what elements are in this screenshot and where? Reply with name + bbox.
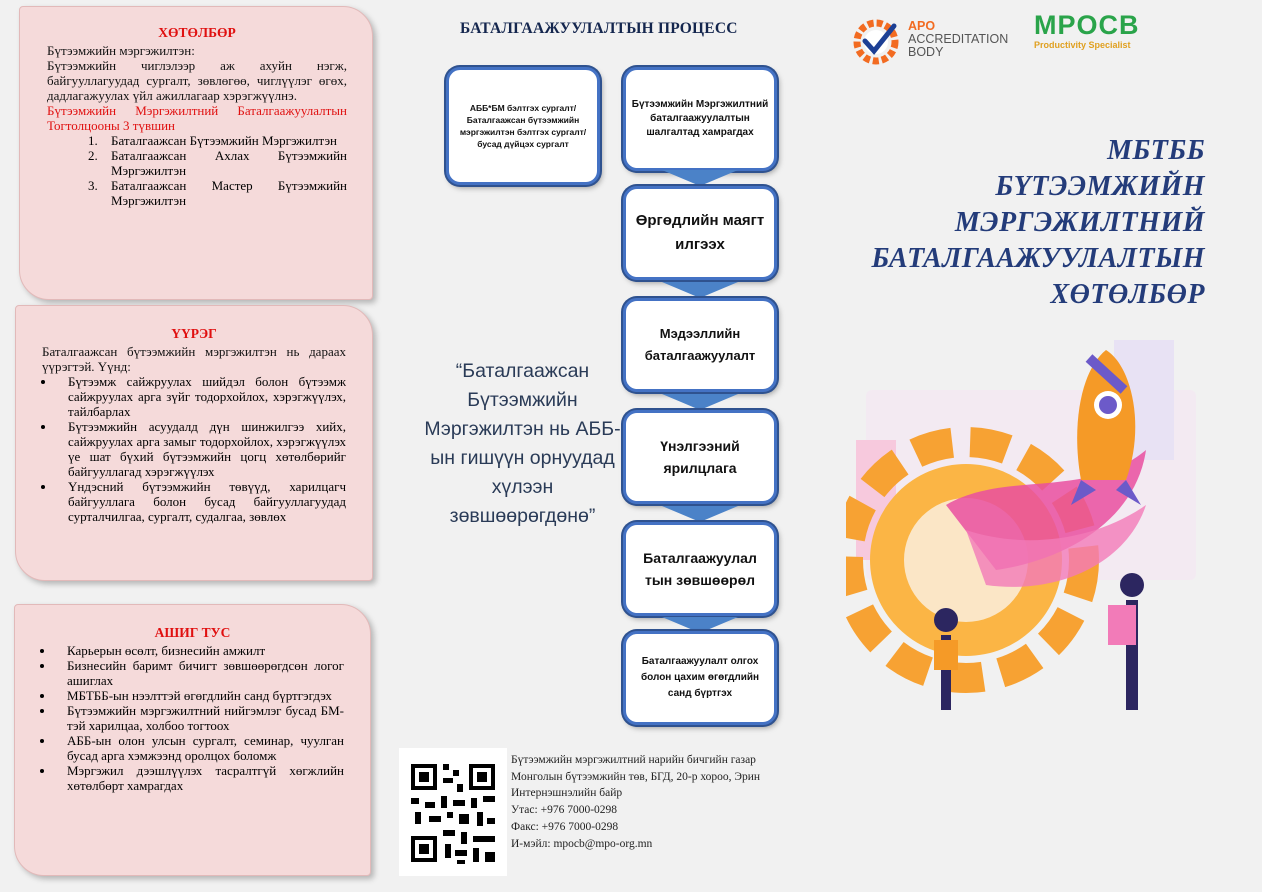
benefit-list: [41, 643, 344, 793]
down-arrow-icon: [662, 394, 738, 410]
quote-text: “Баталгаажсан Бүтээмжийн Мэргэжилтэн нь АББ-ын гишүүн орнуудад хүлээн зөвшөөрөгдөнө”: [424, 360, 621, 527]
process-step-training: АББ*БМ бэлтгэх сургалт/Баталгаажсан бүтээмжийн мэргэжилтэн бэлтгэх сургалт/ бусад дүйцэх сургалт: [446, 67, 600, 185]
mpocb-tagline: Productivity Specialist: [1034, 40, 1131, 50]
main-title: [871, 133, 1205, 313]
process-step-approval: Баталгаажуулал тын зөвшөөрөл: [623, 522, 777, 616]
apo-line2: ACCREDITATION: [908, 32, 1009, 46]
contact-info: [511, 752, 796, 852]
contact-org: Бүтээмжийн мэргэжилтний нарийн бичгийн газар: [511, 754, 756, 766]
gear-rocket-illustration: [846, 330, 1196, 720]
benefit-panel: [14, 604, 371, 876]
contact-email[interactable]: И-мэйл: mpocb@mpo-org.mn: [511, 837, 653, 850]
program-levels-list: [47, 133, 347, 208]
role-panel: [15, 305, 373, 581]
program-intro-text: Бүтээмжийн чиглэлээр аж ахуйн нэгж, байгууллагуудад сургалт, зөвлөгөө, чиглүүлэг өгөх, дадлагажуулах үйл ажиллагаар хэрэгжүүлнэ.: [47, 58, 347, 103]
mpocb-name: MPOCB: [1034, 10, 1140, 40]
down-arrow-icon: [662, 506, 738, 522]
process-title: БАТАЛГААЖУУЛАЛТЫН ПРОЦЕСС: [460, 20, 738, 37]
program-panel: [19, 6, 373, 300]
benefit-item: • Карьерын өсөлт, бизнесийн амжилт: [55, 643, 344, 658]
role-item: • Бүтээмжийн асуудалд дүн шинжилгээ хийх, сайжруулах арга замыг тодорхойлох, хэрэгжүүлэх үе шат бүхий бүтээмжийн цогц хөтөлбөрийг байгууллагад хэрэгжүүлэх: [56, 419, 346, 479]
program-heading: ХӨТӨЛБӨР: [158, 25, 236, 40]
process-step-exam: Бүтээмжийн Мэргэжилтний баталгаажуулалтын шалгалтад хамрагдах: [623, 67, 777, 171]
benefit-item: • МБТББ-ын нээлттэй өгөгдлийн санд бүртгэгдэх: [55, 688, 344, 703]
main-title-line: МБТББ: [1107, 135, 1205, 166]
process-step-registration: Баталгаажуулалт олгох болон цахим өгөгдлийн санд бүртгэх: [623, 631, 777, 725]
main-title-line: БАТАЛГААЖУУЛАЛТЫН: [871, 243, 1205, 274]
program-intro-title: Бүтээмжийн мэргэжилтэн:: [47, 43, 195, 58]
qr-code[interactable]: [399, 748, 507, 876]
benefit-item: • Бизнесийн баримт бичигт зөвшөөрөгдсөн логог ашиглах: [55, 658, 344, 688]
qr-code-icon: [399, 748, 507, 876]
process-step-interview: Үнэлгээний ярилцлага: [623, 410, 777, 504]
main-title-line: МЭРГЭЖИЛТНИЙ: [954, 207, 1205, 238]
down-arrow-icon: [662, 282, 738, 298]
contact-address: Монголын бүтээмжийн төв, БГД, 20-р хороо, Эрин Интернэшнэлийн байр: [511, 770, 761, 800]
contact-phone[interactable]: Утас: +976 7000-0298: [511, 804, 618, 817]
mpocb-logo: [1034, 10, 1174, 56]
role-heading: ҮҮРЭГ: [171, 326, 217, 341]
level-item: 1. Баталгаажсан Бүтээмжийн Мэргэжилтэн: [101, 133, 347, 148]
apo-gear-icon: [848, 14, 908, 68]
main-title-line: ХӨТӨЛБӨР: [1050, 279, 1205, 310]
main-title-line: БҮТЭЭМЖИЙН: [995, 171, 1205, 202]
role-intro: Баталгаажсан бүтээмжийн мэргэжилтэн нь дараах үүрэгтэй. Үүнд:: [42, 344, 346, 374]
contact-fax: Факс: +976 7000-0298: [511, 820, 619, 833]
level-item: 3. Баталгаажсан Мастер Бүтээмжийн Мэргэжилтэн: [101, 178, 347, 208]
role-item: • Үндэсний бүтээмжийн төвүүд, харилцагч байгууллага болон бусад байгууллагуудад сурталчилгаа, сургалт, судалгаа, зөвлөх: [56, 479, 346, 524]
role-list: [42, 374, 346, 524]
benefit-item: • Бүтээмжийн мэргэжилтний нийгэмлэг бусад БМ-тэй харилцаа, холбоо тогтоох: [55, 703, 344, 733]
benefit-heading: АШИГ ТУС: [154, 625, 231, 640]
level-item: 2. Баталгаажсан Ахлах Бүтээмжийн Мэргэжилтэн: [101, 148, 347, 178]
benefit-item: • АББ-ын олон улсын сургалт, семинар, чуулган бусад арга хэмжээнд оролцох боломж: [55, 733, 344, 763]
apo-name: APO: [908, 19, 936, 33]
program-levels-title: Бүтээмжийн Мэргэжилтний Баталгаажуулалтын Тогтолцооны 3 түвшин: [47, 103, 347, 133]
process-step-application: Өргөдлийн маягт илгээх: [623, 186, 777, 280]
apo-logo: [848, 14, 1008, 68]
role-item: • Бүтээмж сайжруулах шийдэл болон бүтээмж сайжруулах арга зүйг тодорхойлох, хэрэгжүүлэх, тайлбарлах: [56, 374, 346, 419]
benefit-item: • Мэргэжил дээшлүүлэх тасралтгүй хөгжлийн хөтөлбөрт хамрагдах: [55, 763, 344, 793]
process-step-verification: Мэдээллийн баталгаажуулалт: [623, 298, 777, 392]
apo-line3: BODY: [908, 45, 944, 59]
down-arrow-icon: [662, 170, 738, 186]
